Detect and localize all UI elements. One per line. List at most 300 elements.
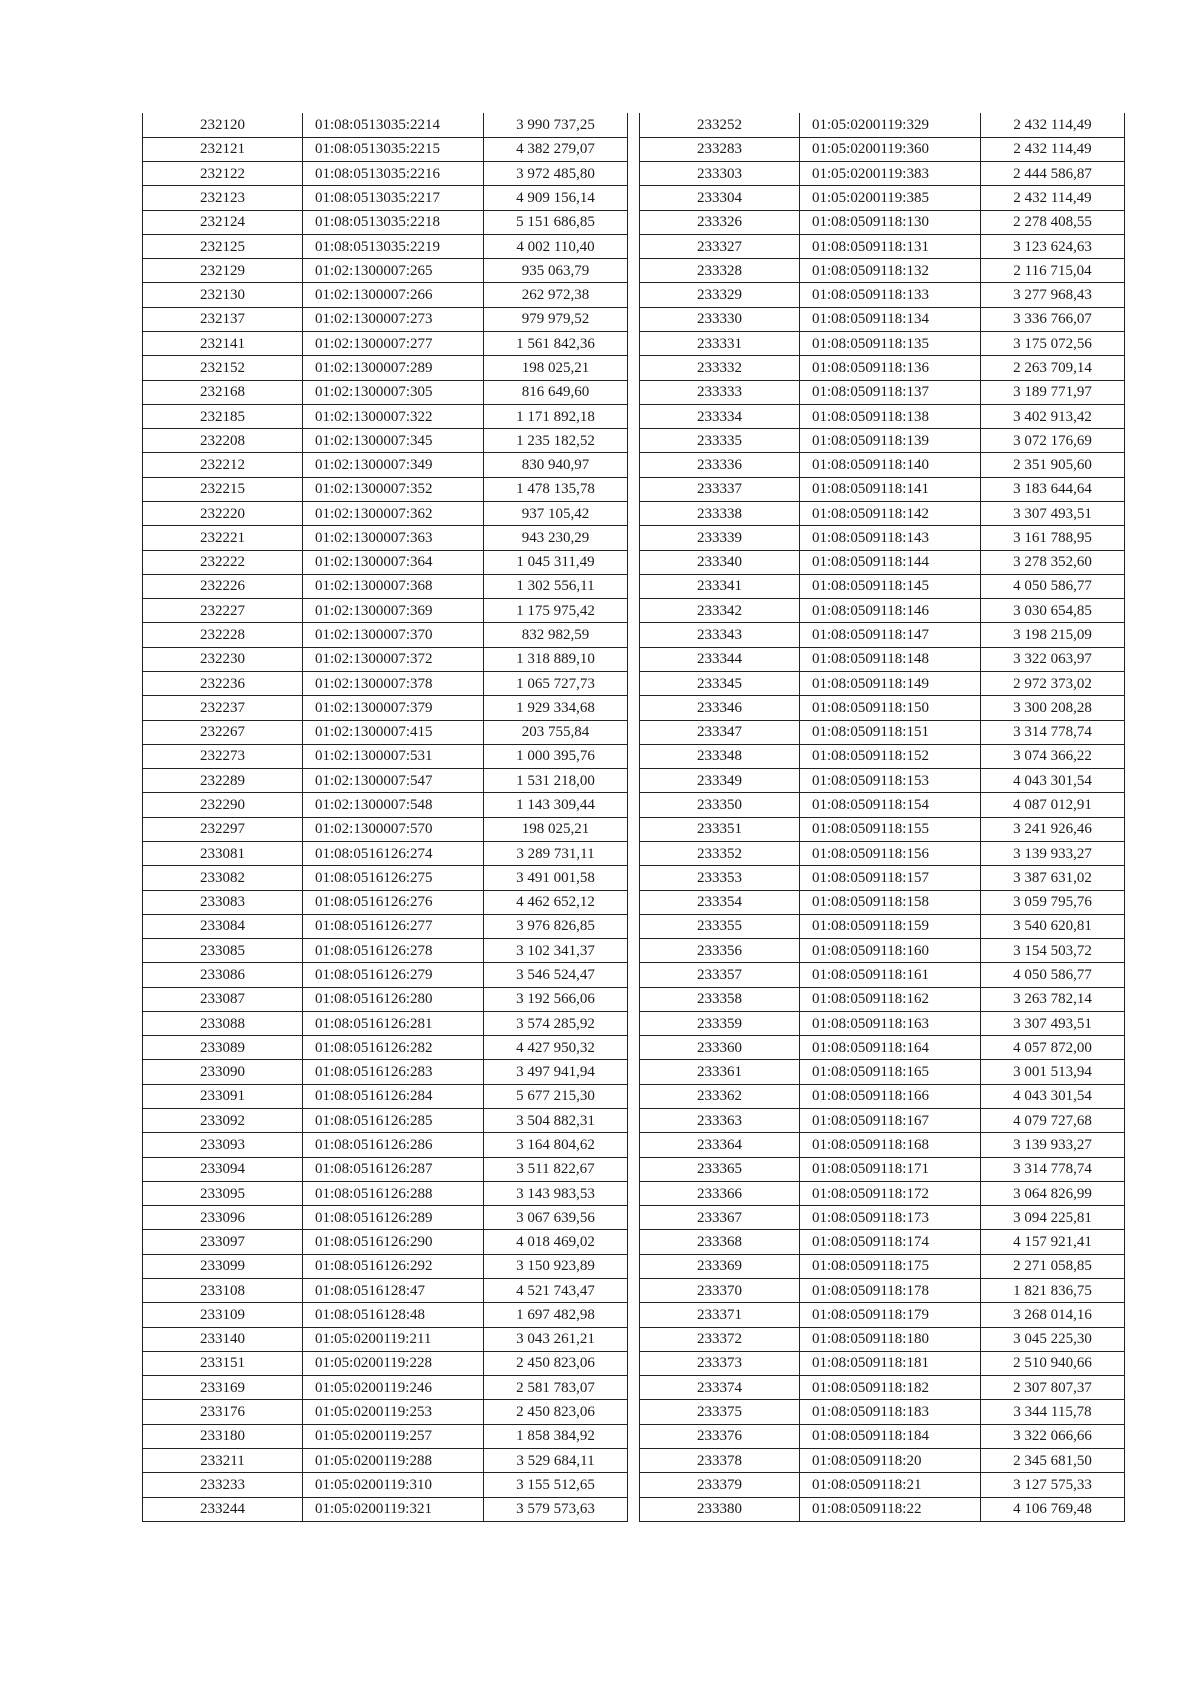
cadastral-value: 4 521 743,47 xyxy=(484,1279,628,1303)
cadastral-number: 01:08:0516126:286 xyxy=(303,1133,484,1157)
row-number: 232212 xyxy=(143,453,303,477)
table-row xyxy=(640,307,1125,331)
row-number: 232215 xyxy=(143,477,303,501)
cadastral-value: 2 510 940,66 xyxy=(981,1351,1125,1375)
cadastral-value: 3 150 923,89 xyxy=(484,1254,628,1278)
cadastral-number: 01:08:0509118:184 xyxy=(800,1424,981,1448)
table-row xyxy=(640,1473,1125,1497)
cadastral-number: 01:02:1300007:372 xyxy=(303,647,484,671)
cadastral-value: 262 972,38 xyxy=(484,283,628,307)
table-row xyxy=(640,283,1125,307)
table-row xyxy=(640,1181,1125,1205)
cadastral-number: 01:08:0509118:165 xyxy=(800,1060,981,1084)
cadastral-value: 1 697 482,98 xyxy=(484,1303,628,1327)
cadastral-value: 3 241 926,46 xyxy=(981,817,1125,841)
table-row xyxy=(640,841,1125,865)
cadastral-value: 3 045 225,30 xyxy=(981,1327,1125,1351)
cadastral-number: 01:02:1300007:265 xyxy=(303,259,484,283)
row-number: 233333 xyxy=(640,380,800,404)
cadastral-value: 198 025,21 xyxy=(484,817,628,841)
table-row xyxy=(640,1109,1125,1133)
cadastral-value: 2 432 114,49 xyxy=(981,186,1125,210)
cadastral-number: 01:08:0513035:2218 xyxy=(303,210,484,234)
table-row xyxy=(143,186,628,210)
cadastral-value: 5 677 215,30 xyxy=(484,1084,628,1108)
table-body-left xyxy=(143,113,628,1521)
cadastral-value: 203 755,84 xyxy=(484,720,628,744)
table-row xyxy=(640,162,1125,186)
row-number: 233349 xyxy=(640,769,800,793)
table-row xyxy=(143,332,628,356)
cadastral-number: 01:08:0516126:283 xyxy=(303,1060,484,1084)
table-row xyxy=(143,987,628,1011)
cadastral-number: 01:08:0516126:289 xyxy=(303,1206,484,1230)
row-number: 233304 xyxy=(640,186,800,210)
row-number: 233353 xyxy=(640,866,800,890)
cadastral-number: 01:08:0509118:156 xyxy=(800,841,981,865)
cadastral-number: 01:08:0509118:167 xyxy=(800,1109,981,1133)
cadastral-value: 4 106 769,48 xyxy=(981,1497,1125,1521)
table-row xyxy=(640,526,1125,550)
cadastral-number: 01:08:0509118:22 xyxy=(800,1497,981,1521)
table-row xyxy=(143,210,628,234)
row-number: 233140 xyxy=(143,1327,303,1351)
cadastral-value: 2 271 058,85 xyxy=(981,1254,1125,1278)
table-row xyxy=(143,914,628,938)
cadastral-number: 01:08:0509118:161 xyxy=(800,963,981,987)
row-number: 232124 xyxy=(143,210,303,234)
cadastral-value: 3 504 882,31 xyxy=(484,1109,628,1133)
table-row xyxy=(640,1448,1125,1472)
cadastral-value: 3 314 778,74 xyxy=(981,1157,1125,1181)
row-number: 233343 xyxy=(640,623,800,647)
cadastral-number: 01:08:0509118:148 xyxy=(800,647,981,671)
table-row xyxy=(640,1254,1125,1278)
cadastral-number: 01:02:1300007:570 xyxy=(303,817,484,841)
cadastral-value: 3 067 639,56 xyxy=(484,1206,628,1230)
row-number: 233379 xyxy=(640,1473,800,1497)
cadastral-number: 01:08:0509118:163 xyxy=(800,1011,981,1035)
cadastral-number: 01:08:0516128:48 xyxy=(303,1303,484,1327)
row-number: 233244 xyxy=(143,1497,303,1521)
row-number: 233362 xyxy=(640,1084,800,1108)
table-row xyxy=(640,1497,1125,1521)
row-number: 233347 xyxy=(640,720,800,744)
cadastral-number: 01:02:1300007:289 xyxy=(303,356,484,380)
cadastral-number: 01:05:0200119:211 xyxy=(303,1327,484,1351)
cadastral-number: 01:05:0200119:228 xyxy=(303,1351,484,1375)
table-row xyxy=(143,963,628,987)
cadastral-value: 4 050 586,77 xyxy=(981,574,1125,598)
row-number: 233329 xyxy=(640,283,800,307)
row-number: 233338 xyxy=(640,502,800,526)
cadastral-value: 830 940,97 xyxy=(484,453,628,477)
cadastral-value: 3 529 684,11 xyxy=(484,1448,628,1472)
cadastral-value: 2 432 114,49 xyxy=(981,113,1125,137)
cadastral-value: 1 143 309,44 xyxy=(484,793,628,817)
cadastral-value: 3 123 624,63 xyxy=(981,234,1125,258)
table-body-right xyxy=(640,113,1125,1521)
row-number: 232137 xyxy=(143,307,303,331)
row-number: 233359 xyxy=(640,1011,800,1035)
cadastral-number: 01:02:1300007:415 xyxy=(303,720,484,744)
table-row xyxy=(640,186,1125,210)
row-number: 233346 xyxy=(640,696,800,720)
cadastral-value: 3 511 822,67 xyxy=(484,1157,628,1181)
table-row xyxy=(143,599,628,623)
table-row xyxy=(143,769,628,793)
cadastral-value: 1 531 218,00 xyxy=(484,769,628,793)
table-row xyxy=(640,550,1125,574)
table-row xyxy=(143,793,628,817)
cadastral-number: 01:05:0200119:253 xyxy=(303,1400,484,1424)
cadastral-value: 3 491 001,58 xyxy=(484,866,628,890)
cadastral-number: 01:08:0509118:130 xyxy=(800,210,981,234)
cadastral-value: 3 976 826,85 xyxy=(484,914,628,938)
table-row xyxy=(143,1036,628,1060)
cadastral-value: 2 450 823,06 xyxy=(484,1351,628,1375)
cadastral-number: 01:08:0509118:172 xyxy=(800,1181,981,1205)
row-number: 233176 xyxy=(143,1400,303,1424)
row-number: 232120 xyxy=(143,113,303,137)
cadastral-number: 01:08:0509118:132 xyxy=(800,259,981,283)
cadastral-number: 01:08:0513035:2216 xyxy=(303,162,484,186)
row-number: 233340 xyxy=(640,550,800,574)
table-row xyxy=(143,671,628,695)
cadastral-number: 01:08:0516126:292 xyxy=(303,1254,484,1278)
row-number: 232141 xyxy=(143,332,303,356)
row-number: 233088 xyxy=(143,1011,303,1035)
row-number: 232152 xyxy=(143,356,303,380)
row-number: 233350 xyxy=(640,793,800,817)
table-row xyxy=(640,1351,1125,1375)
table-row xyxy=(640,234,1125,258)
cadastral-number: 01:02:1300007:547 xyxy=(303,769,484,793)
table-row xyxy=(143,526,628,550)
table-row xyxy=(640,1133,1125,1157)
cadastral-value: 3 139 933,27 xyxy=(981,841,1125,865)
table-row xyxy=(640,793,1125,817)
cadastral-value: 3 143 983,53 xyxy=(484,1181,628,1205)
row-number: 233361 xyxy=(640,1060,800,1084)
row-number: 232125 xyxy=(143,234,303,258)
table-row xyxy=(640,720,1125,744)
table-row xyxy=(143,1351,628,1375)
cadastral-number: 01:08:0509118:179 xyxy=(800,1303,981,1327)
cadastral-value: 3 183 644,64 xyxy=(981,477,1125,501)
table-row xyxy=(640,574,1125,598)
cadastral-value: 2 972 373,02 xyxy=(981,671,1125,695)
row-number: 233332 xyxy=(640,356,800,380)
table-row xyxy=(143,380,628,404)
cadastral-number: 01:02:1300007:352 xyxy=(303,477,484,501)
cadastral-value: 3 402 913,42 xyxy=(981,404,1125,428)
cadastral-value: 4 043 301,54 xyxy=(981,1084,1125,1108)
cadastral-value: 4 057 872,00 xyxy=(981,1036,1125,1060)
cadastral-number: 01:08:0509118:143 xyxy=(800,526,981,550)
row-number: 233342 xyxy=(640,599,800,623)
row-number: 233337 xyxy=(640,477,800,501)
cadastral-value: 1 171 892,18 xyxy=(484,404,628,428)
cadastral-number: 01:02:1300007:368 xyxy=(303,574,484,598)
cadastral-value: 3 289 731,11 xyxy=(484,841,628,865)
table-row xyxy=(640,890,1125,914)
row-number: 232221 xyxy=(143,526,303,550)
cadastral-value: 2 307 807,37 xyxy=(981,1376,1125,1400)
cadastral-value: 3 102 341,37 xyxy=(484,939,628,963)
row-number: 233086 xyxy=(143,963,303,987)
cadastral-number: 01:08:0513035:2217 xyxy=(303,186,484,210)
cadastral-number: 01:02:1300007:548 xyxy=(303,793,484,817)
table-row xyxy=(143,1400,628,1424)
table-row xyxy=(640,477,1125,501)
cadastral-value: 3 064 826,99 xyxy=(981,1181,1125,1205)
row-number: 232227 xyxy=(143,599,303,623)
table-row xyxy=(143,1230,628,1254)
row-number: 233373 xyxy=(640,1351,800,1375)
cadastral-value: 816 649,60 xyxy=(484,380,628,404)
cadastral-value: 198 025,21 xyxy=(484,356,628,380)
cadastral-number: 01:08:0509118:160 xyxy=(800,939,981,963)
row-number: 233087 xyxy=(143,987,303,1011)
cadastral-value: 4 462 652,12 xyxy=(484,890,628,914)
cadastral-value: 4 050 586,77 xyxy=(981,963,1125,987)
table-row xyxy=(143,550,628,574)
cadastral-number: 01:02:1300007:266 xyxy=(303,283,484,307)
row-number: 233369 xyxy=(640,1254,800,1278)
table-row xyxy=(640,647,1125,671)
table-row xyxy=(143,1133,628,1157)
row-number: 233335 xyxy=(640,429,800,453)
cadastral-number: 01:05:0200119:310 xyxy=(303,1473,484,1497)
row-number: 233366 xyxy=(640,1181,800,1205)
cadastral-number: 01:08:0509118:142 xyxy=(800,502,981,526)
cadastral-value: 3 277 968,43 xyxy=(981,283,1125,307)
table-row xyxy=(143,1181,628,1205)
cadastral-value: 4 909 156,14 xyxy=(484,186,628,210)
cadastral-number: 01:08:0516126:279 xyxy=(303,963,484,987)
cadastral-number: 01:02:1300007:379 xyxy=(303,696,484,720)
cadastral-value: 4 002 110,40 xyxy=(484,234,628,258)
table-row xyxy=(143,1376,628,1400)
cadastral-number: 01:08:0509118:162 xyxy=(800,987,981,1011)
cadastral-number: 01:02:1300007:362 xyxy=(303,502,484,526)
table-row xyxy=(143,1303,628,1327)
row-number: 232226 xyxy=(143,574,303,598)
cadastral-number: 01:08:0513035:2215 xyxy=(303,137,484,161)
row-number: 233341 xyxy=(640,574,800,598)
cadastral-number: 01:05:0200119:288 xyxy=(303,1448,484,1472)
table-row xyxy=(640,1424,1125,1448)
row-number: 233358 xyxy=(640,987,800,1011)
row-number: 233356 xyxy=(640,939,800,963)
cadastral-value: 3 155 512,65 xyxy=(484,1473,628,1497)
cadastral-number: 01:08:0509118:183 xyxy=(800,1400,981,1424)
row-number: 232273 xyxy=(143,744,303,768)
table-row xyxy=(143,1157,628,1181)
cadastral-number: 01:08:0509118:20 xyxy=(800,1448,981,1472)
row-number: 233094 xyxy=(143,1157,303,1181)
table-row xyxy=(143,1109,628,1133)
cadastral-number: 01:08:0509118:139 xyxy=(800,429,981,453)
cadastral-value: 4 157 921,41 xyxy=(981,1230,1125,1254)
table-row xyxy=(143,696,628,720)
table-row xyxy=(143,817,628,841)
cadastral-value: 3 043 261,21 xyxy=(484,1327,628,1351)
cadastral-value: 3 336 766,07 xyxy=(981,307,1125,331)
table-row xyxy=(640,1206,1125,1230)
table-row xyxy=(640,769,1125,793)
cadastral-number: 01:08:0513035:2214 xyxy=(303,113,484,137)
row-number: 233331 xyxy=(640,332,800,356)
cadastral-value: 4 018 469,02 xyxy=(484,1230,628,1254)
cadastral-value: 943 230,29 xyxy=(484,526,628,550)
cadastral-number: 01:02:1300007:345 xyxy=(303,429,484,453)
cadastral-table-right xyxy=(639,113,1125,1522)
cadastral-number: 01:02:1300007:531 xyxy=(303,744,484,768)
cadastral-value: 3 164 804,62 xyxy=(484,1133,628,1157)
table-row xyxy=(640,1327,1125,1351)
cadastral-value: 2 450 823,06 xyxy=(484,1400,628,1424)
cadastral-value: 1 561 842,36 xyxy=(484,332,628,356)
row-number: 233364 xyxy=(640,1133,800,1157)
table-row xyxy=(640,671,1125,695)
row-number: 232122 xyxy=(143,162,303,186)
cadastral-value: 832 982,59 xyxy=(484,623,628,647)
table-row xyxy=(143,1060,628,1084)
cadastral-value: 1 175 975,42 xyxy=(484,599,628,623)
cadastral-value: 2 432 114,49 xyxy=(981,137,1125,161)
row-number: 233370 xyxy=(640,1279,800,1303)
cadastral-number: 01:02:1300007:378 xyxy=(303,671,484,695)
cadastral-value: 4 087 012,91 xyxy=(981,793,1125,817)
cadastral-value: 2 345 681,50 xyxy=(981,1448,1125,1472)
cadastral-number: 01:08:0516126:290 xyxy=(303,1230,484,1254)
row-number: 232228 xyxy=(143,623,303,647)
cadastral-number: 01:08:0516126:284 xyxy=(303,1084,484,1108)
table-row xyxy=(640,453,1125,477)
table-row xyxy=(640,356,1125,380)
cadastral-value: 3 127 575,33 xyxy=(981,1473,1125,1497)
row-number: 233082 xyxy=(143,866,303,890)
table-row xyxy=(143,283,628,307)
cadastral-value: 2 351 905,60 xyxy=(981,453,1125,477)
cadastral-value: 2 263 709,14 xyxy=(981,356,1125,380)
table-row xyxy=(640,1400,1125,1424)
cadastral-number: 01:02:1300007:363 xyxy=(303,526,484,550)
row-number: 233355 xyxy=(640,914,800,938)
row-number: 233344 xyxy=(640,647,800,671)
table-row xyxy=(143,1011,628,1035)
cadastral-value: 2 116 715,04 xyxy=(981,259,1125,283)
table-row xyxy=(640,1060,1125,1084)
table-row xyxy=(640,404,1125,428)
cadastral-number: 01:08:0516126:277 xyxy=(303,914,484,938)
cadastral-value: 3 001 513,94 xyxy=(981,1060,1125,1084)
row-number: 233372 xyxy=(640,1327,800,1351)
row-number: 233099 xyxy=(143,1254,303,1278)
cadastral-value: 937 105,42 xyxy=(484,502,628,526)
cadastral-value: 3 192 566,06 xyxy=(484,987,628,1011)
cadastral-table-left xyxy=(142,113,628,1522)
row-number: 233328 xyxy=(640,259,800,283)
row-number: 232220 xyxy=(143,502,303,526)
cadastral-value: 1 065 727,73 xyxy=(484,671,628,695)
table-row xyxy=(143,720,628,744)
cadastral-value: 3 268 014,16 xyxy=(981,1303,1125,1327)
table-row xyxy=(143,502,628,526)
cadastral-value: 3 059 795,76 xyxy=(981,890,1125,914)
table-row xyxy=(640,599,1125,623)
cadastral-number: 01:08:0516126:282 xyxy=(303,1036,484,1060)
cadastral-value: 3 387 631,02 xyxy=(981,866,1125,890)
table-row xyxy=(143,404,628,428)
table-row xyxy=(640,137,1125,161)
cadastral-value: 3 300 208,28 xyxy=(981,696,1125,720)
table-row xyxy=(640,744,1125,768)
cadastral-number: 01:05:0200119:257 xyxy=(303,1424,484,1448)
cadastral-number: 01:08:0509118:157 xyxy=(800,866,981,890)
table-row xyxy=(143,1084,628,1108)
table-row xyxy=(640,696,1125,720)
table-row xyxy=(640,1303,1125,1327)
cadastral-number: 01:08:0509118:158 xyxy=(800,890,981,914)
cadastral-value: 3 497 941,94 xyxy=(484,1060,628,1084)
row-number: 233363 xyxy=(640,1109,800,1133)
cadastral-number: 01:02:1300007:277 xyxy=(303,332,484,356)
cadastral-number: 01:08:0509118:141 xyxy=(800,477,981,501)
row-number: 233345 xyxy=(640,671,800,695)
row-number: 232289 xyxy=(143,769,303,793)
cadastral-value: 3 161 788,95 xyxy=(981,526,1125,550)
table-row xyxy=(143,137,628,161)
cadastral-value: 3 307 493,51 xyxy=(981,1011,1125,1035)
cadastral-value: 3 574 285,92 xyxy=(484,1011,628,1035)
table-row xyxy=(143,1327,628,1351)
cadastral-value: 3 278 352,60 xyxy=(981,550,1125,574)
table-row xyxy=(640,987,1125,1011)
table-row xyxy=(640,380,1125,404)
cadastral-value: 2 444 586,87 xyxy=(981,162,1125,186)
cadastral-number: 01:08:0516126:276 xyxy=(303,890,484,914)
row-number: 233365 xyxy=(640,1157,800,1181)
row-number: 232208 xyxy=(143,429,303,453)
row-number: 233096 xyxy=(143,1206,303,1230)
table-row xyxy=(640,1376,1125,1400)
row-number: 233348 xyxy=(640,744,800,768)
table-row xyxy=(640,623,1125,647)
cadastral-value: 935 063,79 xyxy=(484,259,628,283)
row-number: 233109 xyxy=(143,1303,303,1327)
row-number: 233090 xyxy=(143,1060,303,1084)
cadastral-value: 4 427 950,32 xyxy=(484,1036,628,1060)
cadastral-number: 01:08:0513035:2219 xyxy=(303,234,484,258)
row-number: 233371 xyxy=(640,1303,800,1327)
cadastral-number: 01:02:1300007:369 xyxy=(303,599,484,623)
table-row xyxy=(640,332,1125,356)
cadastral-number: 01:08:0509118:150 xyxy=(800,696,981,720)
row-number: 232123 xyxy=(143,186,303,210)
row-number: 233084 xyxy=(143,914,303,938)
row-number: 233093 xyxy=(143,1133,303,1157)
cadastral-value: 4 382 279,07 xyxy=(484,137,628,161)
row-number: 233211 xyxy=(143,1448,303,1472)
row-number: 233378 xyxy=(640,1448,800,1472)
cadastral-value: 3 322 066,66 xyxy=(981,1424,1125,1448)
row-number: 233252 xyxy=(640,113,800,137)
row-number: 233326 xyxy=(640,210,800,234)
table-row xyxy=(143,1279,628,1303)
